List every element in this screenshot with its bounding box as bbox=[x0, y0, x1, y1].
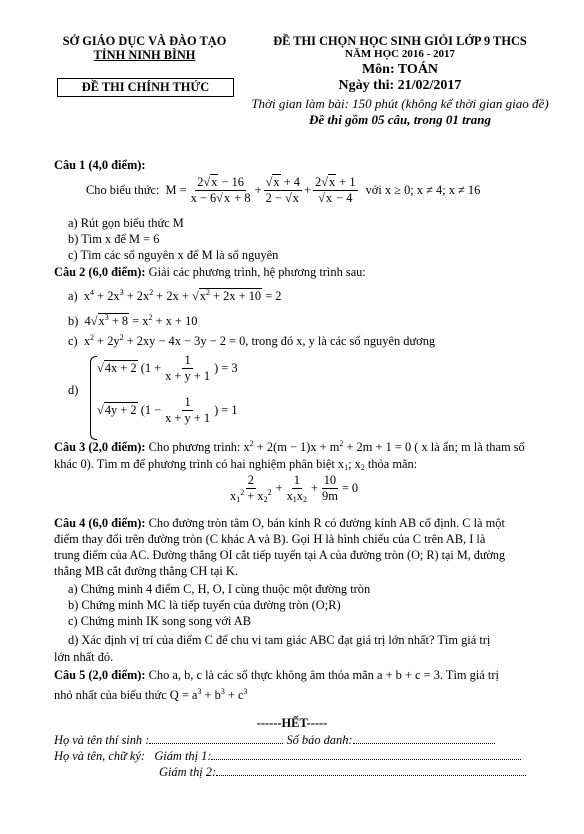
q4-part-d-1: d) Xác định vị trí của điểm C để chu vi tam giác ABC đạt giá trị lớn nhất? Tìm giá trị bbox=[68, 633, 491, 647]
supervisor-2-line: Giám thị 2: bbox=[159, 765, 526, 780]
exam-time: Thời gian làm bài: 150 phút (không kể thời gian giao đề) bbox=[251, 96, 549, 111]
q1-intro: Cho biểu thức: bbox=[86, 182, 160, 197]
q3-line1: Câu 3 (2,0 điểm): Cho phương trình: $x^2 + 2(m - 1)x + m^2 + 2m + 1 = 0$ ( x là ẩn; m là tham số bbox=[54, 439, 525, 454]
q2-part-a: a) $x^4 + 2x^3 + 2x^2 + 2x$ + √ $x^2 + 2x + 10 = 2$ bbox=[68, 289, 282, 304]
q4-line3: trung điểm của AC. Đường thẳng OI cắt tiếp tuyến tại A của đường tròn (O; R) tại M, đường bbox=[54, 548, 506, 562]
q1-part-a: a) Rút gọn biểu thức M bbox=[68, 216, 184, 230]
q1-frac-3: 2√ x + 1 √ x − 4 bbox=[313, 176, 358, 205]
dept-name: SỞ GIÁO DỤC VÀ ĐÀO TẠO bbox=[62, 34, 227, 48]
supervisor-1-line: Họ và tên, chữ ký: Giám thị 1: bbox=[54, 749, 521, 764]
q1-formula: M = bbox=[165, 182, 187, 197]
q2-part-c: c) $x^2 + 2y^2 + 2xy - 4x - 3y - 2 = 0$, trong đó x, y là các số nguyên dương bbox=[68, 333, 436, 348]
q4-line4: thẳng MB cắt đường thẳng CH tại K. bbox=[54, 564, 238, 578]
q1-frac-2: √ $\frac{x + 4}{2 - √ x}$ bbox=[264, 176, 302, 205]
q5-title: Câu 5 (2,0 điểm): bbox=[54, 668, 146, 682]
q4-title: Câu 4 (6,0 điểm): bbox=[54, 516, 146, 530]
end-marker: ------HẾT----- bbox=[256, 716, 328, 730]
exam-date: Ngày thi: 21/02/2017 bbox=[338, 78, 462, 93]
q1-expression: Cho biểu thức: M = $\frac{2√ x - 16}{x - 6√ x + 8}$ + √ $\frac{x + 4}{2 - √ x}$ + 2√ x + 1 √ x − 4 với x ≥ 0; x ≠ 4; x ≠ 16 bbox=[86, 176, 480, 205]
candidate-name-line: Họ và tên thí sinh : Số báo danh: bbox=[54, 733, 495, 748]
q1-part-c: c) Tìm các số nguyên x để M là số nguyên bbox=[68, 248, 279, 262]
exam-page-count: Đề thi gồm 05 câu, trong 01 trang bbox=[308, 112, 492, 127]
q4-part-c: c) Chứng minh IK song song với AB bbox=[68, 614, 251, 628]
q4-part-b: b) Chứng minh MC là tiếp tuyến của đường tròn (O;R) bbox=[68, 598, 341, 612]
q4-line2: điểm thay đổi trên đường tròn (C khác A và B). Gọi H là hình chiếu của C trên AB, I là bbox=[54, 532, 486, 546]
q4-part-a: a) Chứng minh 4 điểm C, H, O, I cùng thuộc một đường tròn bbox=[68, 582, 371, 596]
q2-title: Câu 2 (6,0 điểm): bbox=[54, 265, 146, 279]
q2-system-eq2: √ 4y + 2 (1 − $\frac{1}{x + y + 1}$ ) = 1 bbox=[97, 396, 238, 425]
q1-part-b: b) Tìm x để M = 6 bbox=[68, 232, 160, 246]
q2-part-d-label: d) bbox=[68, 383, 79, 397]
q1-conditions: với x ≥ 0; x ≠ 4; x ≠ 16 bbox=[365, 182, 481, 197]
q3-title: Câu 3 (2,0 điểm): bbox=[54, 440, 146, 454]
q2-system-eq1: √ 4x + 2 (1 + $\frac{1}{x + y + 1}$ ) = 3 bbox=[97, 354, 238, 383]
official-box: ĐỀ THI CHÍNH THỨC bbox=[57, 78, 234, 97]
school-year: NĂM HỌC 2016 - 2017 bbox=[345, 48, 455, 60]
q1-frac-1: $\frac{2√ x - 16}{x - 6√ x + 8}$ bbox=[189, 176, 253, 205]
q4-part-d-2: lớn nhất đó. bbox=[54, 650, 114, 664]
q5-line2: nhỏ nhất của biểu thức $Q = a^3 + b^3 + c^3$ bbox=[54, 687, 248, 702]
q2-heading bbox=[54, 265, 366, 280]
q2-part-b: b) 4√ $x^3 + 8 = x^2 + x + 10$ bbox=[68, 314, 197, 329]
q2-system-brace bbox=[90, 356, 97, 440]
q5-line1: Câu 5 (2,0 điểm): Cho a, b, c là các số thực không âm thỏa mãn a + b + c = 3. Tìm giá trị bbox=[54, 668, 499, 682]
q3-line2: khác 0). Tìm m để phương trình có hai nghiệm phân biệt $x_1$; $x_2$ thỏa mãn: bbox=[54, 457, 418, 472]
subject: Môn: TOÁN bbox=[361, 62, 439, 77]
q3-condition: $\frac{2}{x_1^2 + x_2^2}$ + $\frac{1}{x_1x_2}$ + $\frac{10}{9m}$ = 0 bbox=[230, 473, 359, 504]
province-name: TỈNH NINH BÌNH bbox=[93, 48, 196, 62]
exam-title: ĐỀ THI CHỌN HỌC SINH GIỎI LỚP 9 THCS bbox=[273, 34, 527, 48]
q1-title: Câu 1 (4,0 điểm): bbox=[54, 158, 146, 172]
q2-intro: Giải các phương trình, hệ phương trình sau: bbox=[148, 265, 366, 279]
q4-line1: Câu 4 (6,0 điểm): Cho đường tròn tâm O, bán kính R có đường kính AB cố định. C là một bbox=[54, 516, 505, 530]
